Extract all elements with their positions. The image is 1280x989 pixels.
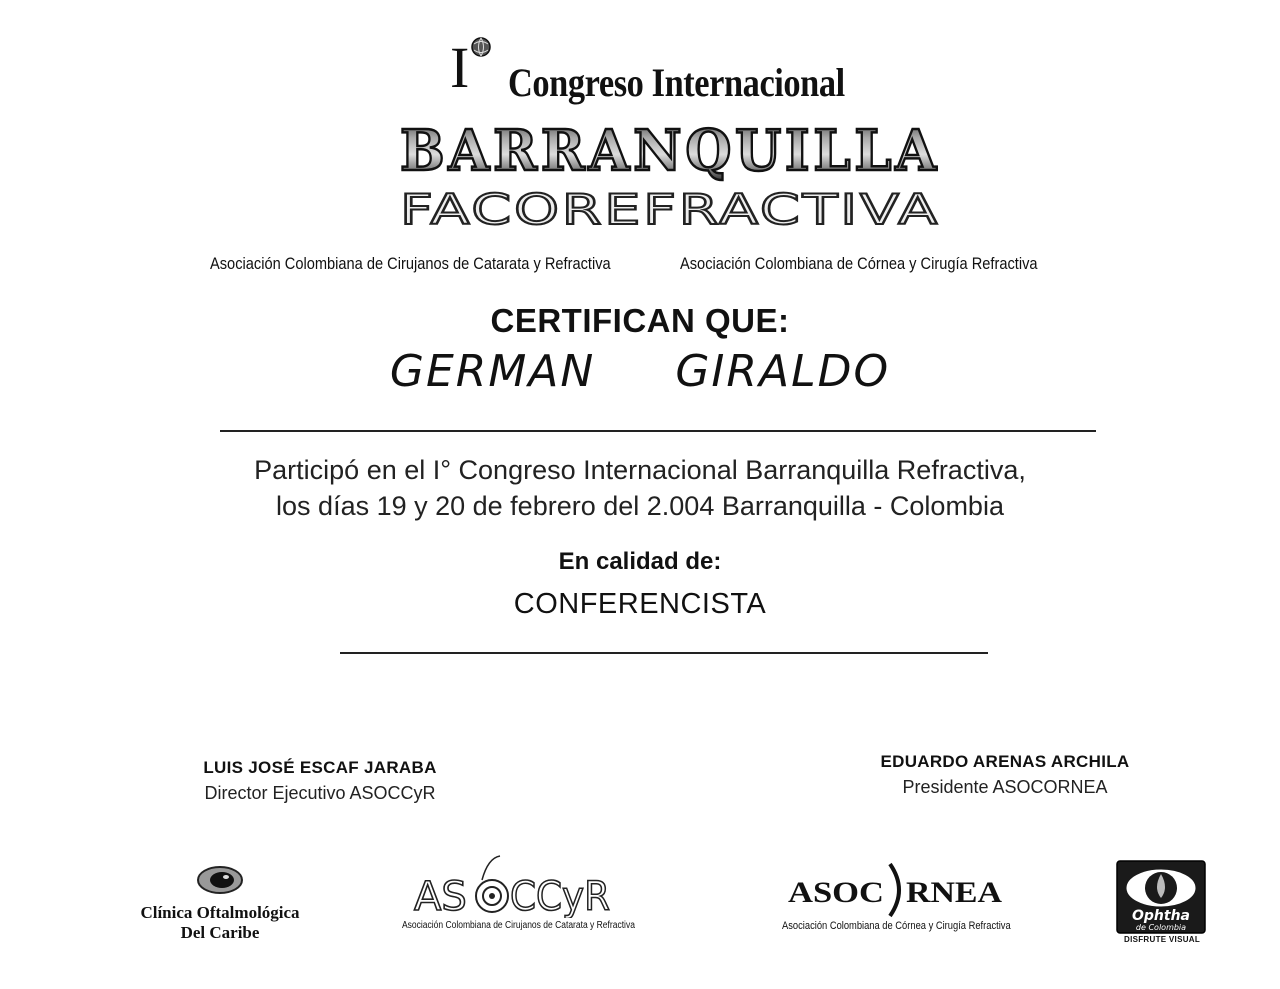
asoccyr-wordmark-right: CCyR [510,874,610,918]
asoccyr-wordmark [400,852,640,918]
asocornea-logo [780,852,1020,932]
asocornea-wordmark-left: ASOC [788,876,884,909]
recipient-first-name: GERMAN [389,346,596,397]
asoccyr-logo [400,852,640,932]
clinic-logo [130,862,310,943]
signature-name: EDUARDO ARENAS ARCHILA [880,752,1130,771]
logo-line-facorefractiva: FACOREFRACTIVA [400,185,940,234]
ophtha-logo [1116,860,1206,944]
eye-icon [130,862,310,898]
ophtha-tagline: DISFRUTE VISUAL [1124,935,1201,944]
certify-heading: CERTIFICAN QUE: [490,302,790,339]
clinic-name-line-1: Clínica Oftalmológica [140,903,300,922]
clinic-name [130,903,310,943]
capacity-label: En calidad de: [558,548,722,575]
asocornea-caption: Asociación Colombiana de Córnea y Cirugía Refractiva [782,920,1011,932]
signature-director [150,758,490,804]
signature-title: Director Ejecutivo ASOCCyR [204,783,436,803]
asoccyr-caption: Asociación Colombiana de Cirujanos de Catarata y Refractiva [402,920,635,931]
role-underline [340,652,988,654]
logo-line-barranquilla: BARRANQUILLA [400,118,940,184]
globe-icon [470,36,492,58]
asoccyr-wordmark-left: AS [414,874,467,918]
ophtha-subtitle: de Colombia [1135,923,1187,932]
congress-ordinal: I [450,35,470,100]
signature-title: Presidente ASOCORNEA [902,777,1108,797]
participation-line-2: los días 19 y 20 de febrero del 2.004 Barranquilla - Colombia [276,491,1004,521]
recipient-last-name: GIRALDO [675,346,891,397]
asocornea-wordmark [780,852,1020,918]
asocornea-wordmark-right: RNEA [906,876,1003,909]
recipient-name [0,346,1280,397]
name-underline [220,430,1096,432]
association-asoccyr: Asociación Colombiana de Cirujanos de Catarata y Refractiva [210,254,611,273]
cornea-icon [890,864,899,916]
clinic-name-line-2: Del Caribe [180,923,260,942]
association-asocornea: Asociación Colombiana de Córnea y Cirugía Refractiva [680,254,1038,273]
participation-text [0,452,1280,524]
congress-title: Congreso Internacional [508,60,845,105]
ophtha-badge [1116,860,1206,934]
signature-name: LUIS JOSÉ ESCAF JARABA [203,758,437,777]
congress-logo-wordmark [380,112,960,242]
ophtha-word: Ophtha [1132,908,1190,924]
signature-president [835,752,1175,798]
participation-line-1: Participó en el I° Congreso Internacional Barranquilla Refractiva, [254,455,1026,485]
participant-role: CONFERENCISTA [513,588,767,620]
